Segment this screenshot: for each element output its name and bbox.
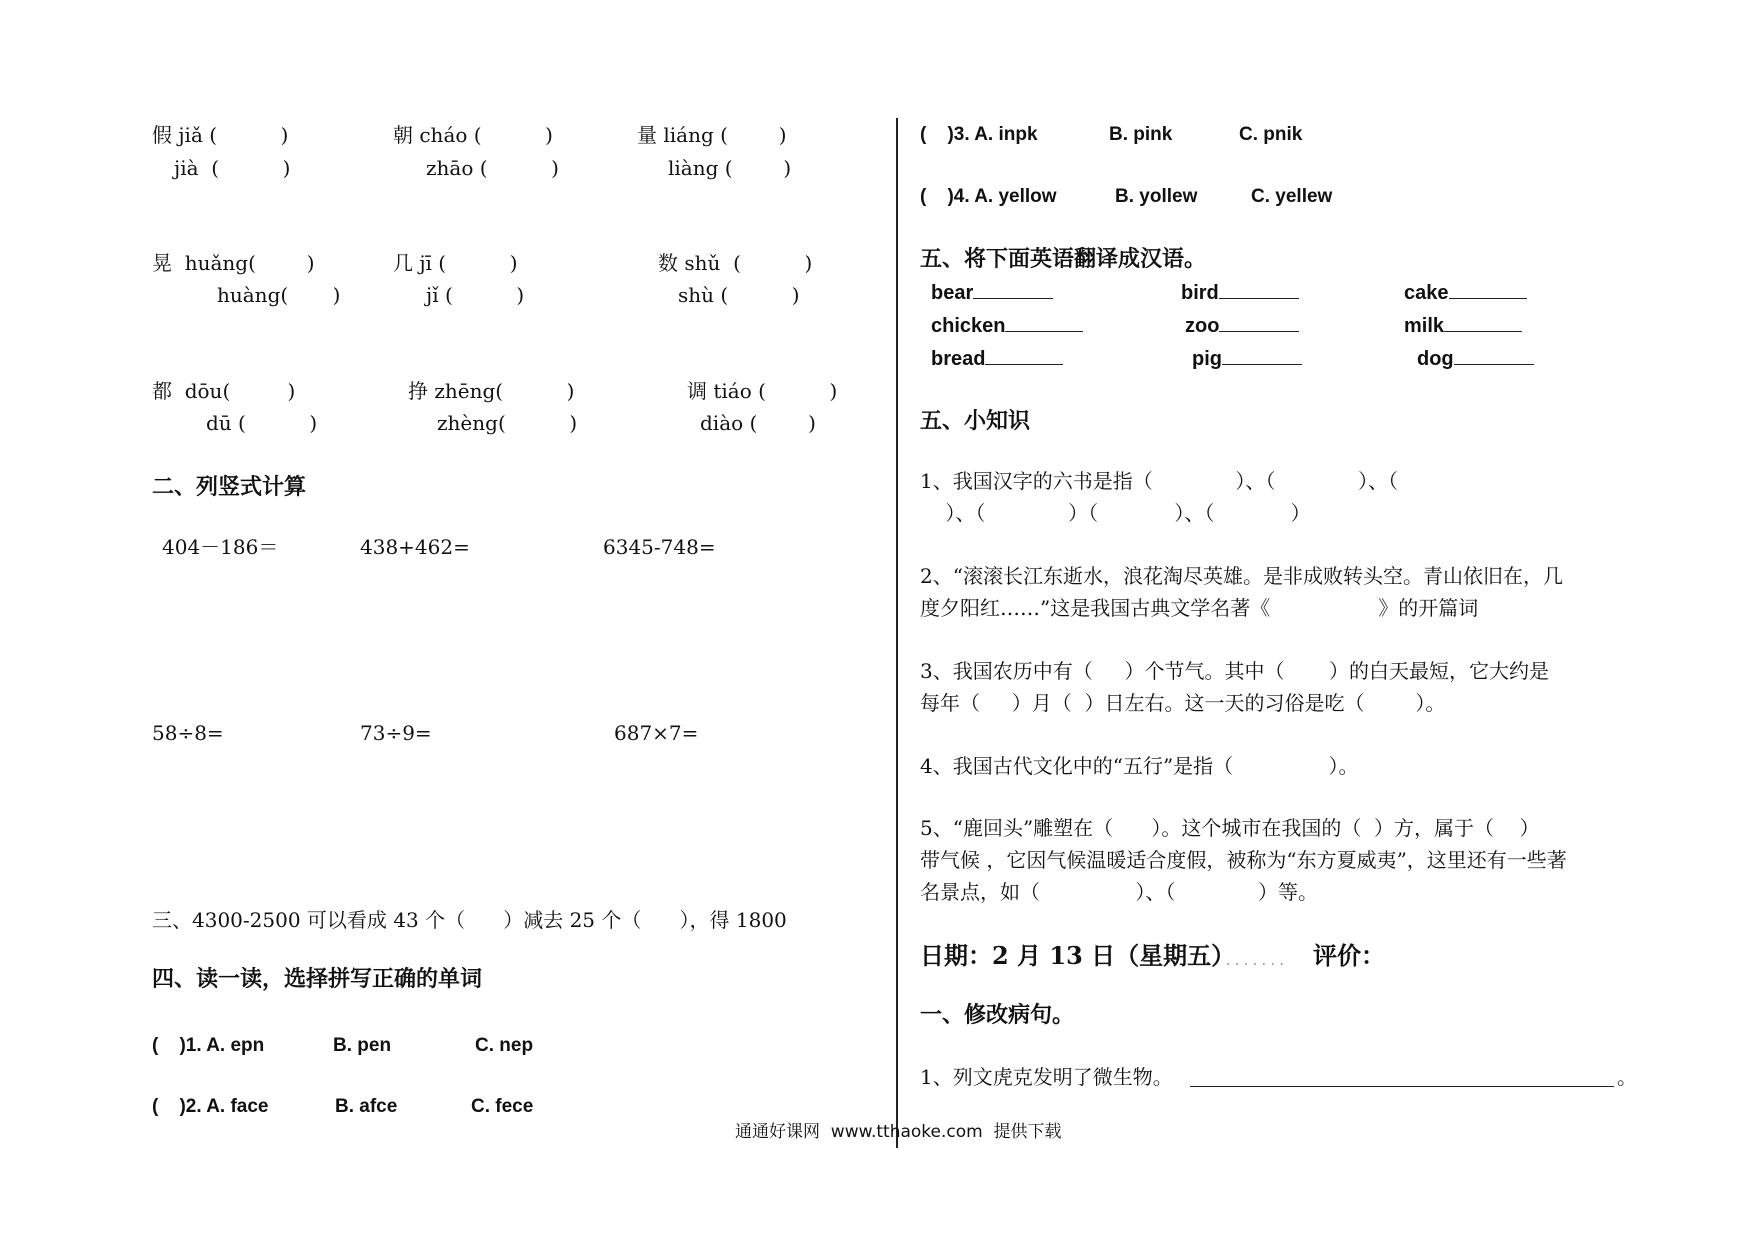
date-line: 日期：2 月 13 日（星期五） xyxy=(920,941,1236,970)
fix-sentence-end: 。 xyxy=(1617,1065,1637,1089)
word-choice: B. afce xyxy=(335,1096,398,1117)
pinyin-item: zhèng( ) xyxy=(437,411,578,435)
pinyin-item: 挣 zhēng( ) xyxy=(408,379,575,403)
knowledge-q5-line1: 5、“鹿回头”雕塑在（ ）。这个城市在我国的（ ）方，属于（ ） xyxy=(920,816,1540,840)
word-choice: ( )4. A. yellow xyxy=(920,186,1057,207)
translation-blank[interactable] xyxy=(1444,331,1522,332)
pinyin-item: diào ( ) xyxy=(700,411,816,435)
english-word: bear xyxy=(931,282,974,304)
english-word: bread xyxy=(931,348,986,370)
knowledge-q1-line1: 1、我国汉字的六书是指（ ）、（ ）、（ xyxy=(920,469,1399,493)
translation-blank[interactable] xyxy=(1219,298,1299,299)
pinyin-item: 调 tiáo ( ) xyxy=(687,379,838,403)
translate-item xyxy=(1192,349,1302,369)
english-word: bird xyxy=(1181,282,1219,304)
knowledge-q3-line1: 3、我国农历中有（ ）个节气。其中（ ）的白天最短，它大约是 xyxy=(920,659,1550,683)
pinyin-item: 晃 huǎng( ) xyxy=(152,251,315,275)
word-choice: ( )3. A. inpk xyxy=(920,124,1038,145)
evaluation-label: 评价： xyxy=(1313,941,1385,970)
word-choice: B. pink xyxy=(1109,124,1173,145)
calc-item: 687×7= xyxy=(614,721,699,745)
knowledge-title: 五、小知识 xyxy=(920,408,1031,434)
translate-item xyxy=(1181,283,1299,303)
pinyin-item: 假 jiǎ ( ) xyxy=(152,123,289,147)
pinyin-item: huàng( ) xyxy=(217,283,341,307)
translation-blank[interactable] xyxy=(1454,364,1534,365)
english-word: cake xyxy=(1404,282,1449,304)
pinyin-item: jià ( ) xyxy=(174,156,291,180)
knowledge-q2-line1: 2、“滚滚长江东逝水，浪花淘尽英雄。是非成败转头空。青山依旧在，几 xyxy=(920,564,1563,588)
word-choice: C. fece xyxy=(471,1096,534,1117)
word-choice: B. pen xyxy=(333,1035,392,1056)
word-choice: B. yollew xyxy=(1115,186,1198,207)
section4-title: 四、读一读，选择拼写正确的单词 xyxy=(152,966,483,992)
english-word: dog xyxy=(1417,348,1454,370)
dotted-leader: . . . . . . . xyxy=(1226,953,1284,969)
word-choice: ( )2. A. face xyxy=(152,1096,269,1117)
translate-title: 五、将下面英语翻译成汉语。 xyxy=(920,246,1207,272)
calc-item: 404－186＝ xyxy=(162,535,279,559)
calc-item: 58÷8= xyxy=(152,721,224,745)
footer-credit: 通通好课网 www.tthaoke.com 提供下载 xyxy=(735,1122,1062,1142)
pinyin-item: 几 jī ( ) xyxy=(393,251,518,275)
english-word: chicken xyxy=(931,315,1006,337)
pinyin-item: 数 shǔ ( ) xyxy=(658,251,813,275)
pinyin-item: zhāo ( ) xyxy=(426,156,559,180)
pinyin-item: 都 dōu( ) xyxy=(152,379,296,403)
translation-blank[interactable] xyxy=(1449,298,1527,299)
translation-blank[interactable] xyxy=(1005,331,1083,332)
english-word: milk xyxy=(1404,315,1445,337)
pinyin-item: 量 liáng ( ) xyxy=(637,123,787,147)
translate-item xyxy=(931,316,1083,336)
knowledge-q5-line3: 名景点，如（ ）、（ ）等。 xyxy=(920,880,1319,904)
pinyin-item: 朝 cháo ( ) xyxy=(393,123,553,147)
english-word: zoo xyxy=(1185,315,1220,337)
calc-item: 73÷9= xyxy=(360,721,432,745)
knowledge-q5-line2: 带气候 ，它因气候温暖适合度假，被称为“东方夏威夷”，这里还有一些著 xyxy=(920,848,1567,872)
word-choice: C. nep xyxy=(475,1035,534,1056)
english-word: pig xyxy=(1192,348,1222,370)
column-divider xyxy=(896,118,898,1148)
calc-item: 6345-748= xyxy=(603,535,716,559)
word-choice: C. yellew xyxy=(1251,186,1333,207)
pinyin-item: shù ( ) xyxy=(678,283,800,307)
answer-line[interactable] xyxy=(1190,1086,1614,1087)
translation-blank[interactable] xyxy=(1222,364,1302,365)
knowledge-q2-line2: 度夕阳红……”这是我国古典文学名著《 》的开篇词 xyxy=(920,596,1479,620)
word-choice: ( )1. A. epn xyxy=(152,1035,265,1056)
translate-item xyxy=(931,349,1063,369)
calc-item: 438+462= xyxy=(360,535,470,559)
word-choice: C. pnik xyxy=(1239,124,1303,145)
knowledge-q1-line2: ）、（ ）（ ）、（ ） xyxy=(920,501,1311,525)
translate-item xyxy=(1185,316,1299,336)
pinyin-item: jǐ ( ) xyxy=(426,283,525,307)
translation-blank[interactable] xyxy=(973,298,1053,299)
translate-item xyxy=(1404,316,1522,336)
fix-sentence-q1: 1、列文虎克发明了微生物。 xyxy=(920,1065,1173,1089)
fix-sentence-title: 一、修改病句。 xyxy=(920,1002,1075,1028)
pinyin-item: dū ( ) xyxy=(206,411,318,435)
knowledge-q3-line2: 每年（ ）月（ ）日左右。这一天的习俗是吃（ ）。 xyxy=(920,691,1446,715)
translate-item xyxy=(1417,349,1534,369)
section3-question: 三、4300-2500 可以看成 43 个（ ）减去 25 个（ ），得 1800 xyxy=(152,908,787,932)
translation-blank[interactable] xyxy=(985,364,1063,365)
section2-title: 二、列竖式计算 xyxy=(152,474,307,500)
translate-item xyxy=(1404,283,1527,303)
knowledge-q4: 4、我国古代文化中的“五行”是指（ ）。 xyxy=(920,754,1359,778)
pinyin-item: liàng ( ) xyxy=(668,156,792,180)
translation-blank[interactable] xyxy=(1219,331,1299,332)
translate-item xyxy=(931,283,1053,303)
